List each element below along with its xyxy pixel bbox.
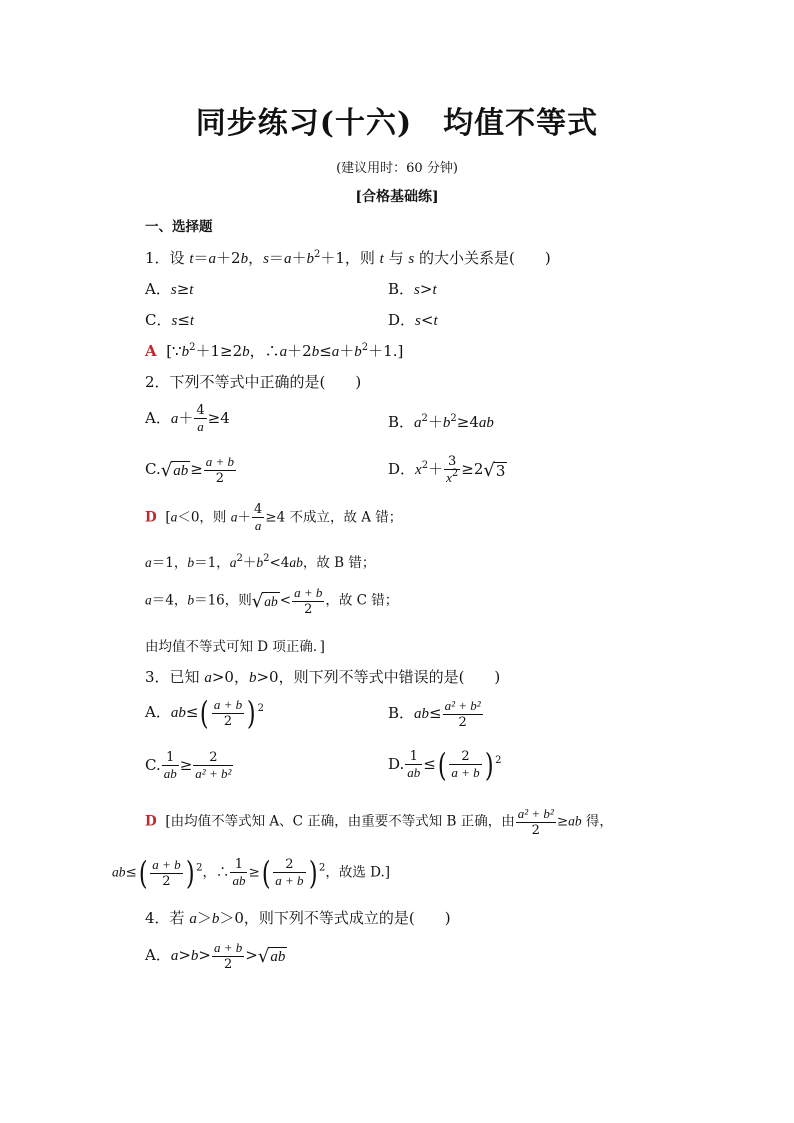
question-2: 2．下列不等式中正确的是( ) [145, 373, 362, 391]
q4-option-a: A．a>b> $\frac{a + b}{2}$ >√ab [145, 940, 286, 972]
q3-option-c: C. $\frac{1}{ab}$ ≥ $\frac{2}{\text{a² + b²}}$ [145, 750, 232, 781]
q2-option-c: C.√ab ≥ $\frac{a + b}{2}$ [145, 454, 235, 486]
question-4: 4．若 a＞b＞0，则下列不等式成立的是( ) [145, 909, 451, 927]
q1-option-d: D．s<t [388, 311, 438, 329]
time-suggestion: (建议用时：60 分钟) [336, 161, 458, 176]
q2-option-a: A．a＋ $\frac{4}{a}$ ≥4 [145, 403, 230, 434]
q1-option-a: A．s≥t [145, 280, 194, 298]
q3-explanation-1: D [由均值不等式知 A、C 正确，由重要不等式知 B 正确，由 $\frac{\text{a² + b²}}{2}$ ≥ab 得， [145, 806, 613, 838]
q3-option-a: A．ab≤( $\frac{a + b}{2}$ ) $^2$ [145, 694, 265, 732]
q2-explanation-2: a＝1，b＝1，$a^2+b^2<4ab$，故 B 错； [145, 553, 376, 571]
q1-option-c: C．s≤t [145, 311, 195, 329]
q3-option-d: D. $\frac{1}{ab}$ ≤( $\frac{2}{a + b}$ ) $^2$ [388, 746, 502, 784]
answer-letter: A [145, 342, 157, 360]
part-heading: 一、选择题 [145, 219, 213, 235]
page-title: 同步练习(十六) 均值不等式 [195, 106, 599, 141]
q3-option-b: B．ab≤ $\frac{\text{a² + b²}}{2}$ [388, 698, 481, 730]
q2-explanation-3: a＝4，b＝16，则√ab < $\frac{a + b}{2}$ ，故 C 错； [145, 585, 399, 617]
q2-explanation-1: D [a＜0，则 a＋ $\frac{4}{a}$ ≥4 不成立，故 A 错； [145, 502, 403, 533]
q2-option-d: D．$x^2+$ $\frac{3}{x^2}$ ≥2√3 [388, 454, 506, 485]
answer-letter: D [145, 813, 157, 830]
question-3: 3．已知 a>0，b>0，则下列不等式中错误的是( ) [145, 668, 501, 686]
answer-letter: D [145, 509, 157, 526]
q2-explanation-4: 由均值不等式可知 D 项正确．] [145, 639, 325, 655]
q2-option-b: B．$a^2+b^2\ge 4ab$ [388, 413, 494, 431]
question-1: 1．设 t＝a＋2b，$s=a+b^2+1$，则 t 与 s 的大小关系是( ) [145, 249, 551, 267]
section-label: [合格基础练] [355, 189, 439, 205]
q3-explanation-2: ab≤( $\frac{a + b}{2}$ ) $^2$，∴ $\frac{1}{ab}$ ≥( $\frac{2}{a + b}$ ) $^2$，故选 D.] [112, 854, 391, 892]
q1-answer-explanation: A [$\because b^2+1\ge 2b$，$\therefore a+2b\le a+b^2+1$.] [145, 342, 404, 360]
q1-option-b: B．s>t [388, 280, 437, 298]
